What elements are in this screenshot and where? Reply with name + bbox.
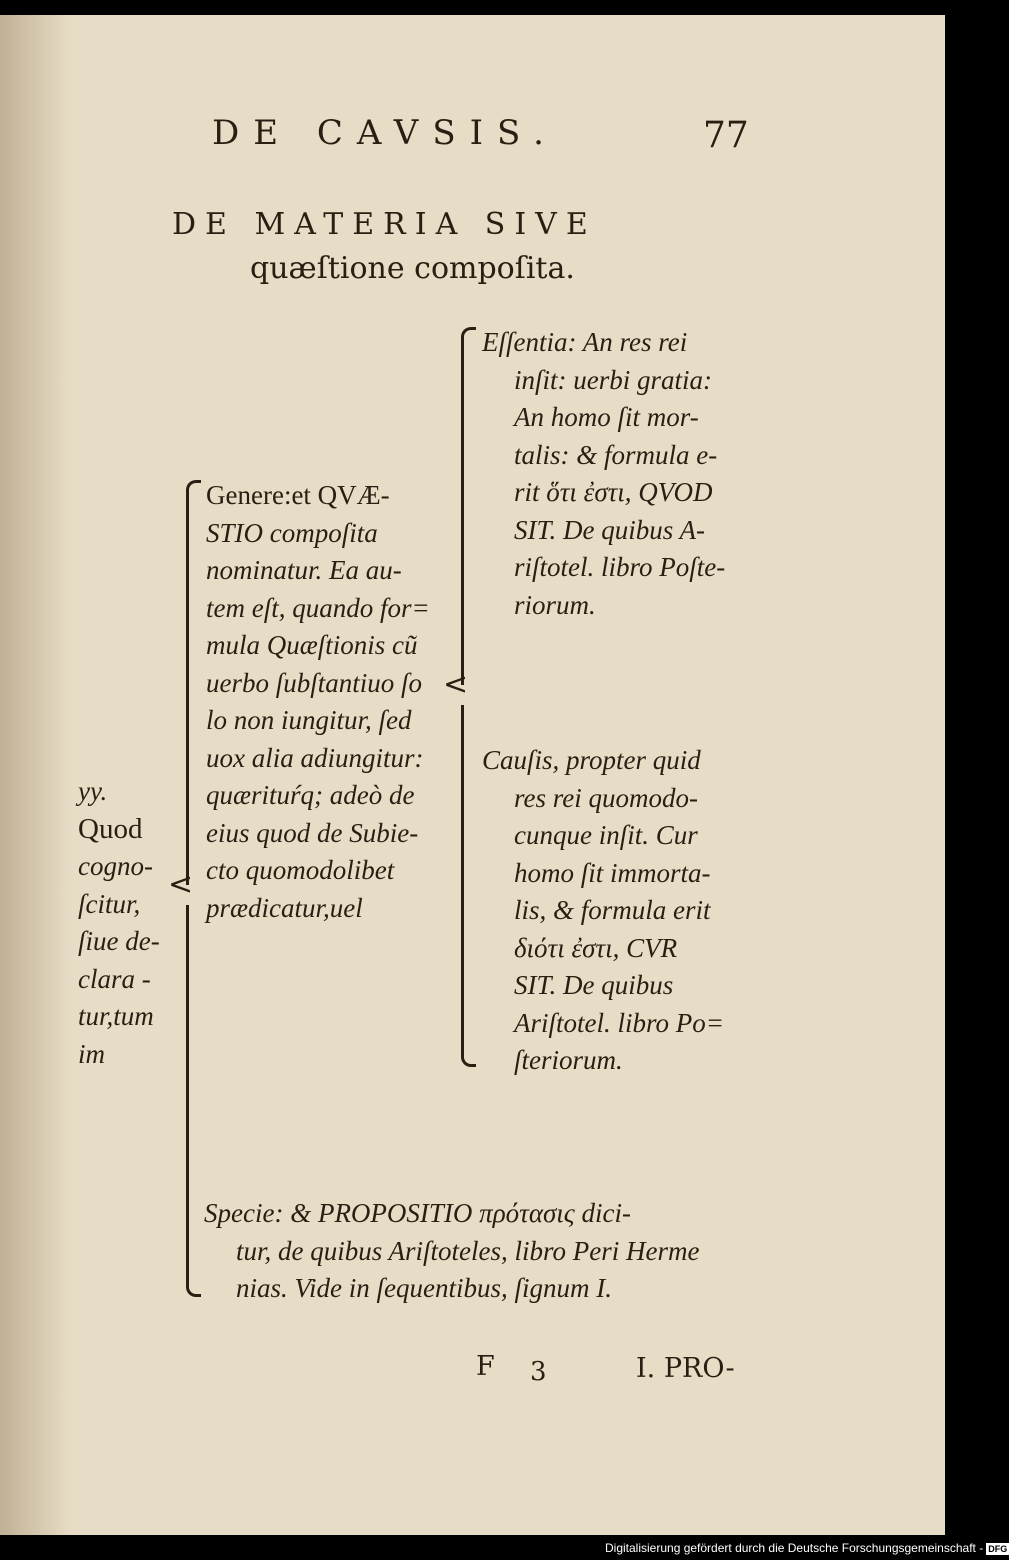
caussis-line: cunque inſit. Cur <box>514 820 698 850</box>
quod-line: clara - <box>78 963 151 994</box>
outer-brace-point: < <box>168 867 194 902</box>
catchword: I. PRO- <box>636 1353 735 1384</box>
inner-brace-upper <box>461 340 464 685</box>
inner-brace-point: < <box>443 667 469 702</box>
genere-line: quærituŕq; adeò de <box>206 780 415 810</box>
running-head: DE CAVSIS. <box>212 113 558 153</box>
digitization-credit <box>605 1541 1009 1555</box>
quod-line: tur,tum <box>78 1001 154 1031</box>
signature-mark: F <box>476 1351 495 1382</box>
caussis-line: διότι ἐστι, CVR <box>514 932 678 963</box>
genere-line: uox alia adiungitur: <box>206 742 424 773</box>
genere-line: cto quomodolibet <box>206 855 395 885</box>
essentia-line: An homo ſit mor- <box>514 402 699 432</box>
specie-block <box>204 1195 699 1308</box>
quod-line: cogno- <box>78 851 153 881</box>
genere-column <box>206 477 430 927</box>
caussis-line: homo ſit immorta- <box>514 857 711 888</box>
caussis-line: lis, & formula erit <box>514 895 711 925</box>
caussis-line: Ariſtotel. libro Po= <box>514 1007 724 1038</box>
essentia-line: riſtotel. libro Poſte- <box>514 552 726 582</box>
essentia-line: Eſſentia: An res rei <box>482 327 688 357</box>
genere-line: Genere:et QVÆ- <box>206 480 390 510</box>
inner-brace-bottom <box>461 1050 476 1067</box>
quod-line: im <box>78 1038 105 1069</box>
genere-line: STIO compoſita <box>206 517 378 548</box>
credit-text: Digitalisierung gefördert durch die Deutsche Forschungsgemeinschaft - <box>605 1541 984 1555</box>
specie-line: Specie: & PROPOSITIO πρότασις dici- <box>204 1198 631 1228</box>
inner-brace-lower <box>461 705 464 1050</box>
genere-line: uerbo ſubſtantiuo ſo <box>206 667 422 698</box>
essentia-line: SIT. De quibus A- <box>514 514 705 545</box>
essentia-line: talis: & formula e- <box>514 439 718 470</box>
genere-line: prædicatur,uel <box>206 892 363 923</box>
outer-brace-lower <box>186 905 189 1280</box>
quod-line: ſiue de- <box>78 926 160 956</box>
genere-line: eius quod de Subie- <box>206 817 419 848</box>
caussis-column <box>482 742 724 1080</box>
outer-brace-bottom <box>186 1280 201 1297</box>
folio-number: 77 <box>703 115 749 156</box>
signature-number: 3 <box>530 1357 547 1387</box>
genere-line: nominatur. Ea au- <box>206 555 402 585</box>
essentia-line: riorum. <box>514 589 596 620</box>
quod-line: yy. <box>78 776 108 806</box>
caussis-line: ſteriorum. <box>514 1045 623 1075</box>
quod-line: ſcitur, <box>78 888 141 919</box>
essentia-line: rit ὅτι ἐστι, QVOD <box>514 477 713 507</box>
outer-brace-upper <box>186 493 189 885</box>
caussis-line: SIT. De quibus <box>514 970 674 1000</box>
specie-line: nias. Vide in ſequentibus, ſignum I. <box>236 1273 612 1303</box>
essentia-column <box>482 324 725 624</box>
section-heading-line2: quæſtione compoſita. <box>250 251 575 286</box>
essentia-line: inſit: uerbi gratia: <box>514 364 712 395</box>
specie-line: tur, de quibus Ariſtoteles, libro Peri Herme <box>236 1235 700 1266</box>
dfg-logo: DFG <box>988 1543 1008 1554</box>
section-heading-line1: DE MATERIA SIVE <box>172 207 597 242</box>
quod-line: Quod <box>78 812 143 845</box>
caussis-line: res rei quomodo- <box>514 782 698 813</box>
quod-column <box>78 773 160 1073</box>
genere-line: tem eſt, quando for= <box>206 592 430 623</box>
genere-line: mula Quæſtionis cũ <box>206 630 418 660</box>
book-page <box>0 15 945 1535</box>
genere-line: lo non iungitur, ſed <box>206 705 412 735</box>
caussis-line: Cauſis, propter quid <box>482 745 701 775</box>
